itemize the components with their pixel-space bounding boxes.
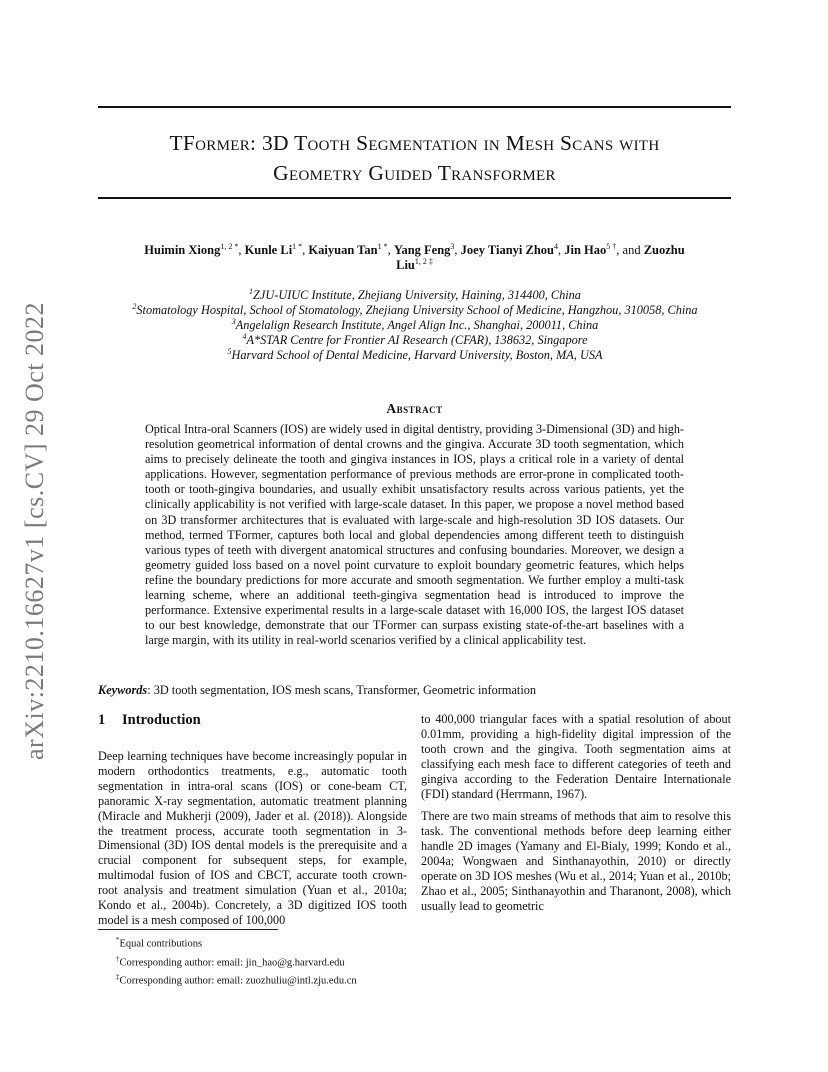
author-name: Huimin Xiong — [144, 243, 221, 257]
author-affiliation-marker: 3 — [450, 241, 455, 251]
affiliation-line — [80, 303, 750, 318]
footnote — [116, 970, 357, 989]
footnote-marker: * — [116, 936, 120, 944]
affiliation-text: A*STAR Centre for Frontier AI Research (CFAR), 138632, Singapore — [246, 333, 588, 347]
footnote-marker: † — [116, 954, 120, 963]
right-column — [421, 712, 731, 914]
title-top-rule — [98, 106, 731, 108]
intro-paragraph: Deep learning techniques have become increasingly popular in modern orthodontics treatments, e.g., automatic tooth segmentation in intra-oral scans (IOS) or cone-beam CT, panoramic X-ray segmentation, automatic treatment planning (Miracle and Mukherji (2009), Jader et al. (2018)). Alongside the treatment process, accurate tooth segmentation in 3-Dimensional (3D) IOS dental models is the prerequisite and a crucial component for subsequent steps, for example, multimodal fusion of IOS and CBCT, accurate tooth crown-root analysis and treatment simulation (Yuan et al., 2010a; Kondo et al., 2004b). Concretely, a 3D digitized IOS tooth model is a mesh composed of 100,000 — [98, 749, 407, 927]
author-affiliation-marker: 1, 2 * — [220, 241, 239, 251]
affiliation-text: Angelalign Research Institute, Angel Align Inc., Shanghai, 200011, China — [235, 318, 599, 332]
paper-title — [98, 128, 731, 188]
affiliation-marker: 4 — [242, 331, 247, 341]
abstract-heading: Abstract — [386, 401, 443, 416]
author-conjunction: and — [622, 243, 641, 257]
author-name: Yang Feng — [393, 243, 451, 257]
keywords-line — [98, 683, 738, 698]
section-number: 1 — [98, 712, 106, 728]
footnote — [116, 952, 357, 971]
author-name: Liu — [396, 258, 415, 272]
left-column — [98, 749, 407, 928]
footnote-text: Equal contributions — [119, 938, 203, 950]
keywords-label: Keywords — [98, 683, 148, 697]
footnote — [116, 933, 357, 952]
affiliation-line — [80, 318, 750, 333]
abstract-body: Optical Intra-oral Scanners (IOS) are widely used in digital dentistry, providing 3-Dimensional (3D) and high-resolution geometrical information of dental crowns and the gingiva. Accurate 3D tooth segmentation, which aims to precisely delineate the tooth and gingiva instances in IOS, plays a critical role in a variety of dental applications. However, segmentation performance of previous methods are error-prone in complicated tooth-tooth or tooth-gingiva boundaries, and usually exhibit unsatisfactory results across various patients, yet the clinically applicability is not verified with large-scale dataset. In this paper, we propose a novel method based on 3D transformer architectures that is evaluated with large-scale and high-resolution 3D IOS datasets. Our method, termed TFormer, captures both local and global dependencies among different teeth to distinguish various types of teeth with divergent anatomical structures and confusing boundaries. Moreover, we design a geometry guided loss based on a novel point curvature to exploit boundary geometric features, which helps refine the boundary predictions for more accurate and smooth segmentation. We further employ a multi-task learning scheme, where an additional teeth-gingiva segmentation head is introduced to improve the performance. Extensive experimental results in a large-scale dataset with 16,000 IOS, the largest IOS dataset to our best knowledge, demonstrate that our TFormer can surpass existing state-of-the-art baselines with a large margin, with its utility in real-world scenarios verified by a clinical applicability test. — [145, 422, 684, 648]
affiliation-marker: 2 — [132, 301, 137, 311]
keywords-text: : 3D tooth segmentation, IOS mesh scans, Transformer, Geometric information — [147, 683, 537, 697]
author-list: Huimin Xiong$^{1, 2 *}$, Kunle $Li^{1 *}$, Kaiyuan Tan$^{1 *}$, Yang Feng$^3$, Joey Tianyi Zhou$^4$, Jin Hao$^{5 \dagger}$, and Zuozhu Liu$^{1, 2 \ddagger}$ — [144, 241, 685, 272]
author-affiliation-marker: 5 † — [606, 241, 617, 251]
author-affiliation-marker: 1, 2 ‡ — [414, 256, 433, 266]
intro-paragraph: to 400,000 triangular faces with a spatial resolution of about 0.01mm, providing a high-fidelity digital impression of the tooth crown and the gingiva. Tooth segmentation aims at classifying each mesh face to different categories of teeth and gingiva according to the Federation Dentaire Internationale (FDI) standard (Herrmann, 1967). — [421, 712, 731, 801]
title-bottom-rule — [98, 197, 731, 199]
author-affiliation-marker: 1 * — [377, 241, 388, 251]
footnote-rule — [98, 929, 278, 930]
paper-title-line-2: Geometry Guided Transformer — [273, 161, 556, 185]
author-name: Joey Tianyi Zhou — [460, 243, 554, 257]
affiliation-marker: 5 — [227, 346, 232, 356]
author-name: Zuozhu — [643, 243, 685, 257]
intro-paragraph: There are two main streams of methods that aim to resolve this task. The conventional methods before deep learning either handle 2D images (Yamany and El-Bialy, 1999; Kondo et al., 2004a; Wongwaen and Sinthanayothin, 2010) or directly operate on 3D IOS meshes (Wu et al., 2014; Yuan et al., 2010b; Zhao et al., 2005; Sinthanayothin and Tharanont, 2008), which usually lead to geometric — [421, 809, 731, 913]
author-name: Kunle Li — [244, 243, 293, 257]
section-heading-introduction — [98, 712, 201, 729]
author-affiliation-marker: 4 — [554, 241, 558, 251]
affiliation-line — [80, 288, 750, 303]
affiliation-text: Stomatology Hospital, School of Stomatology, Zhejiang University School of Medicine, Hangzhou, 310058, China — [136, 303, 698, 317]
author-name: Kaiyuan Tan — [308, 243, 378, 257]
author-affiliation-marker: 1 * — [292, 241, 303, 251]
affiliation-line — [80, 348, 750, 363]
author-name: Jin Hao — [564, 243, 607, 257]
affiliation-line — [80, 333, 750, 348]
affiliation-marker: 1 — [249, 286, 254, 296]
affiliation-list — [80, 288, 750, 363]
affiliation-marker: 3 — [231, 316, 236, 326]
arxiv-identifier: arXiv:2210.16627v1 [cs.CV] 29 Oct 2022 — [20, 301, 49, 760]
section-title: Introduction — [122, 712, 201, 728]
paper-title-line-1: TFormer: 3D Tooth Segmentation in Mesh Scans with — [169, 131, 660, 155]
affiliation-text: ZJU-UIUC Institute, Zhejiang University, Haining, 314400, China — [253, 288, 581, 302]
footnote-text: Corresponding author: email: jin_hao@g.harvard.edu — [119, 957, 345, 968]
footnote-text: Corresponding author: email: zuozhuliu@intl.zju.edu.cn — [119, 975, 357, 987]
footnotes — [116, 933, 357, 989]
footnote-marker: ‡ — [116, 973, 120, 981]
affiliation-text: Harvard School of Dental Medicine, Harvard University, Boston, MA, USA — [231, 348, 603, 362]
